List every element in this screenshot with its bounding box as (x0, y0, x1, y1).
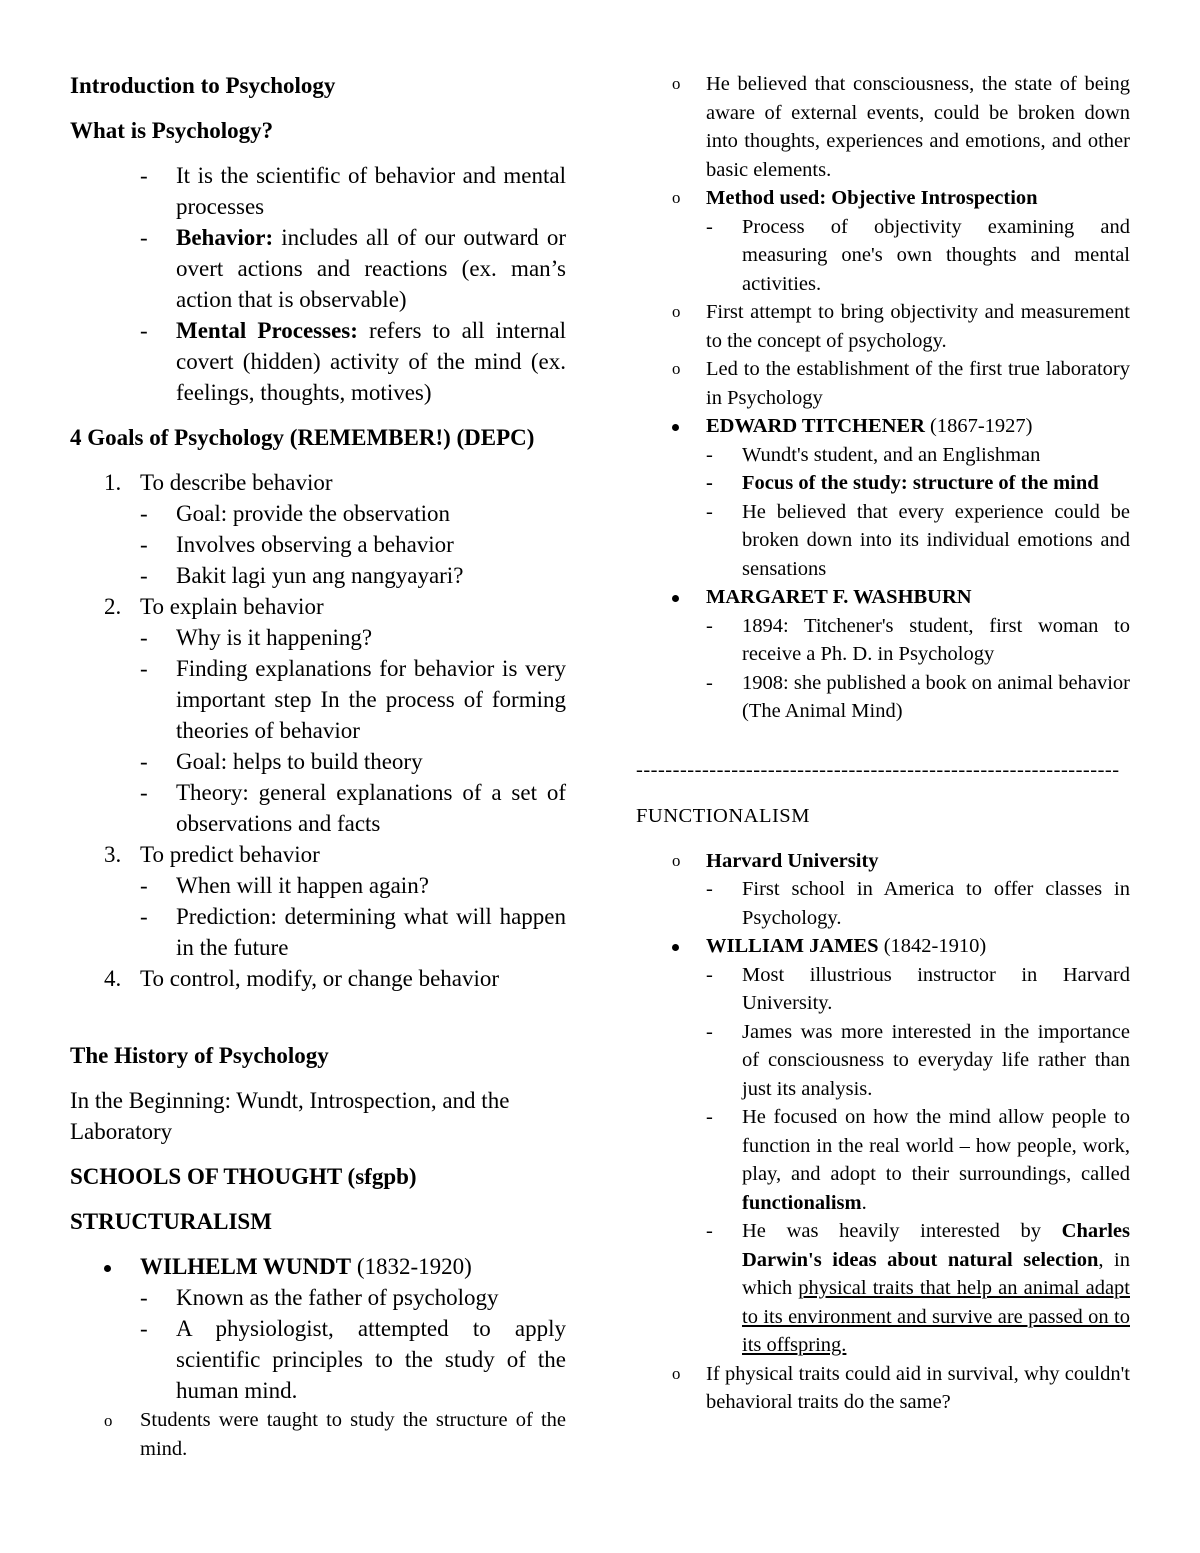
o-item (636, 847, 1130, 933)
goal-item (70, 963, 566, 994)
list-item (706, 1217, 1130, 1360)
james-item (636, 932, 1130, 1360)
list-item: - When will it happen again? (140, 870, 566, 901)
o-item (636, 298, 1130, 355)
list-item: - 1908: she published a book on animal behavior (The Animal Mind) (706, 669, 1130, 726)
o-bullet-icon: o (104, 1411, 113, 1430)
wundt-item (70, 1251, 566, 1406)
list-item: - He believed that every experience could be broken down into its individual emotions and sensations (706, 498, 1130, 584)
list-item: - A physiologist, attempted to apply scientific principles to the study of the human mind. (140, 1313, 566, 1406)
item-term: Charles Darwin's ideas about natural selection (742, 1220, 1130, 1271)
left-column (70, 66, 566, 1464)
person-years: (1842-1910) (878, 935, 987, 957)
item-text: includes all of our outward or overt actions and reactions (ex. man’s action that is observable) (176, 225, 566, 312)
goal-item (70, 839, 566, 963)
list-item: - Prediction: determining what will happen in the future (140, 901, 566, 963)
person-name: EDWARD TITCHENER (706, 415, 925, 437)
item-text: Students were taught to study the structure of the mind. (140, 1409, 566, 1460)
goal-label: To describe behavior (140, 470, 333, 495)
list-item: - Known as the father of psychology (140, 1282, 566, 1313)
goal-label: To control, modify, or change behavior (140, 966, 500, 991)
underlined-text: physical traits that help an animal adapt to its environment and survive are passed on to its offspring. (742, 1277, 1130, 1356)
item-text: First attempt to bring objectivity and measurement to the concept of psychology. (706, 301, 1130, 352)
person-name: WILHELM WUNDT (140, 1254, 352, 1279)
goal-number: 4. (104, 966, 122, 991)
list-item: - Involves observing a behavior (140, 529, 566, 560)
list-item: - Most illustrious instructor in Harvard University. (706, 961, 1130, 1018)
list-item: - Focus of the study: structure of the mind (706, 469, 1130, 498)
item-term: functionalism (742, 1191, 862, 1214)
beginning-subheading: In the Beginning: Wundt, Introspection, and the Laboratory (70, 1088, 510, 1144)
bullet-icon (672, 412, 679, 441)
list-item: - Theory: general explanations of a set of observations and facts (140, 777, 566, 839)
item-text: refers to all internal covert (hidden) activity of the mind (ex. feelings, thoughts, motives) (176, 318, 566, 405)
list-item (140, 222, 566, 315)
o-bullet-icon: o (672, 302, 681, 321)
item-text: Led to the establishment of the first true laboratory in Psychology (706, 358, 1130, 409)
list-item (140, 315, 566, 408)
item-text: He believed that consciousness, the state of being aware of external events, could be broken down into thoughts, experiences and emotions, and other basic elements. (706, 73, 1130, 181)
list-item: - Bakit lagi yun ang nangyayari? (140, 560, 566, 591)
goal-item (70, 591, 566, 839)
o-bullet-icon: o (672, 359, 681, 378)
item-text: . (861, 1191, 867, 1214)
list-item: - Why is it happening? (140, 622, 566, 653)
o-item (636, 1360, 1130, 1417)
item-term: Mental Processes: (176, 318, 358, 343)
o-bullet-icon: o (672, 188, 681, 207)
structuralism-list (70, 1251, 566, 1464)
item-text: Method used: Objective Introspection (706, 187, 1038, 209)
goals-list (70, 467, 566, 994)
functionalism-list (636, 847, 1130, 1417)
list-item: - First school in America to offer classes in Psychology. (706, 875, 1130, 932)
item-text: He was heavily interested by (742, 1220, 1062, 1242)
item-text: If physical traits could aid in survival, why couldn't behavioral traits do the same? (706, 1362, 1130, 1413)
titchener-item (636, 412, 1130, 583)
history-heading: The History of Psychology (70, 1043, 329, 1068)
what-list (140, 160, 566, 408)
list-item: - Finding explanations for behavior is very important step In the process of forming theories of behavior (140, 653, 566, 746)
goal-label: To predict behavior (140, 842, 320, 867)
goal-label: To explain behavior (140, 594, 324, 619)
section-separator: ------------------------------------------------------------------ (636, 758, 1120, 781)
person-name: WILLIAM JAMES (706, 935, 879, 957)
person-years: (1832-1920) (351, 1254, 472, 1279)
wundt-points-list (636, 70, 1130, 726)
o-item (636, 70, 1130, 184)
list-item: - Wundt's student, and an Englishman (706, 441, 1130, 470)
right-column (636, 66, 1130, 1417)
bullet-icon (104, 1251, 111, 1282)
list-item: - Goal: provide the observation (140, 498, 566, 529)
item-term: Behavior: (176, 225, 274, 250)
item-text: He focused on how the mind allow people to function in the real world – how people, work, play, and adopt to their surroundings, called (742, 1106, 1130, 1185)
schools-heading: SCHOOLS OF THOUGHT (sfgpb) (70, 1164, 417, 1189)
item-text: It is the scientific of behavior and mental processes (176, 163, 566, 219)
o-item (636, 184, 1130, 298)
o-bullet-icon: o (672, 1363, 681, 1383)
goal-number: 2. (104, 594, 122, 619)
goal-item (70, 467, 566, 591)
list-item (706, 1103, 1130, 1217)
person-name: MARGARET F. WASHBURN (706, 586, 972, 608)
goal-number: 1. (104, 470, 122, 495)
goal-number: 3. (104, 842, 122, 867)
person-years: (1867-1927) (924, 415, 1033, 437)
doc-title: Introduction to Psychology (70, 73, 336, 98)
o-item (70, 1406, 566, 1464)
list-item: - Goal: helps to build theory (140, 746, 566, 777)
o-bullet-icon: o (672, 850, 681, 870)
bullet-icon (672, 932, 679, 961)
list-item: - Process of objectivity examining and measuring one's own thoughts and mental activities. (706, 213, 1130, 299)
list-item: - 1894: Titchener's student, first woman to receive a Ph. D. in Psychology (706, 612, 1130, 669)
structuralism-heading: STRUCTURALISM (70, 1209, 272, 1234)
o-bullet-icon: o (672, 74, 681, 93)
bullet-icon (672, 583, 679, 612)
list-item: - James was more interested in the importance of consciousness to everyday life rather than just its analysis. (706, 1018, 1130, 1104)
washburn-item (636, 583, 1130, 726)
o-item (636, 355, 1130, 412)
list-item (140, 160, 566, 222)
item-text: , in which (742, 1248, 1130, 1299)
functionalism-heading: FUNCTIONALISM (636, 805, 810, 827)
item-text: Harvard University (706, 849, 879, 872)
goals-heading: 4 Goals of Psychology (REMEMBER!) (DEPC) (70, 425, 535, 450)
what-heading: What is Psychology? (70, 118, 274, 143)
